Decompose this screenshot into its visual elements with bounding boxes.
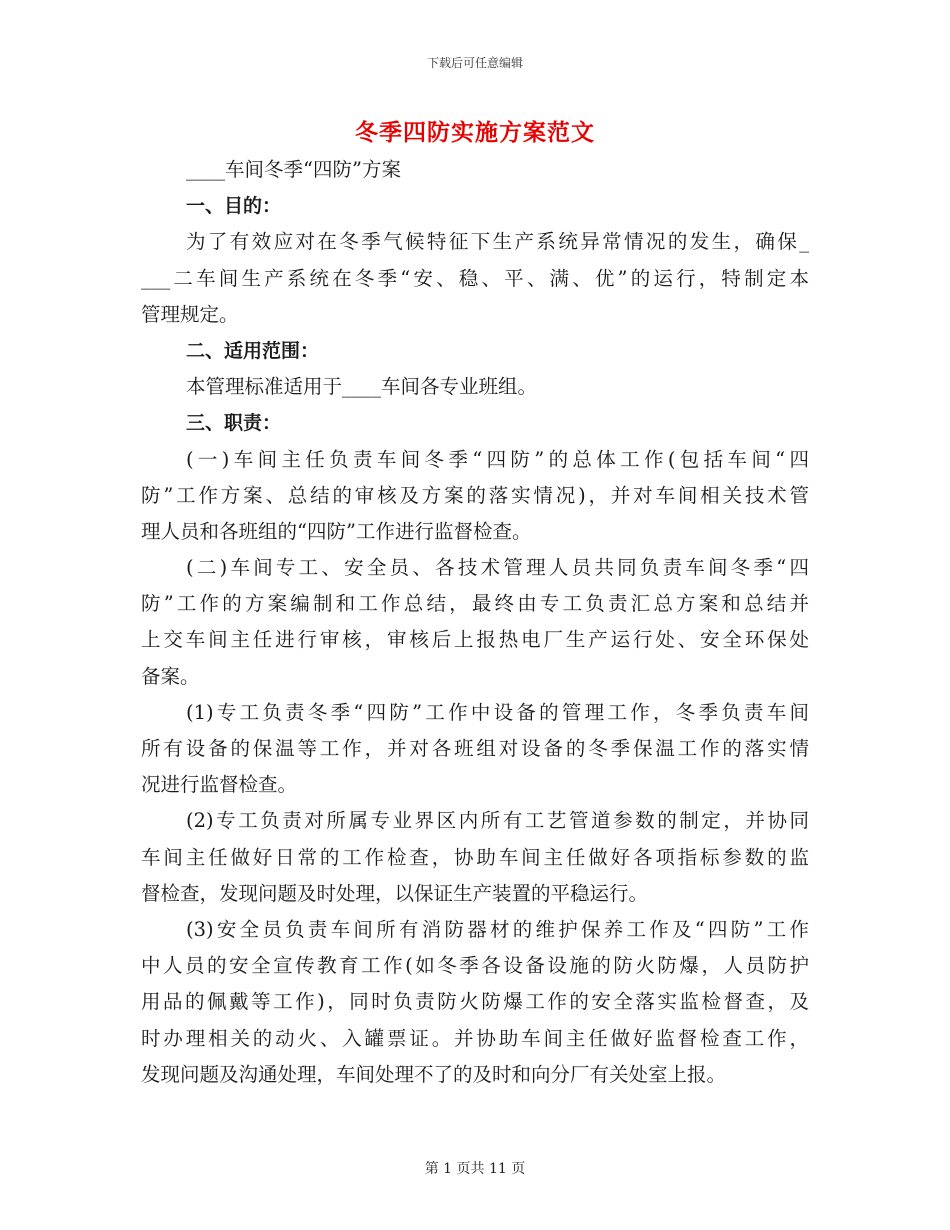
section-heading: 二、适用范围： bbox=[186, 339, 320, 362]
document-body bbox=[141, 152, 809, 1093]
paragraph-line: 车间主任做好日常的工作检查，协助车间主任做好各项指标参数的监 bbox=[141, 845, 809, 869]
paragraph-line: 理人员和各班组的“四防”工作进行监督检查。 bbox=[141, 519, 532, 543]
paragraph-line: 防”工作的方案编制和工作总结，最终由专工负责汇总方案和总结并 bbox=[141, 592, 809, 616]
paragraph-line: 备案。 bbox=[141, 664, 200, 688]
paragraph-line: 管理规定。 bbox=[141, 302, 239, 326]
document-title: 冬季四防实施方案范文 bbox=[355, 120, 595, 146]
paragraph-line: 督检查，发现问题及时处理，以保证生产装置的平稳运行。 bbox=[141, 881, 649, 905]
paragraph-line: (一)车间主任负责车间冬季“四防”的总体工作(包括车间“四 bbox=[186, 447, 809, 471]
paragraph-line: 发现问题及沟通处理，车间处理不了的及时和向分厂有关处室上报。 bbox=[141, 1062, 727, 1086]
section-heading: 三、职责： bbox=[186, 412, 282, 435]
paragraph-line: 为了有效应对在冬季气候特征下生产系统异常情况的发生，确保_ bbox=[186, 230, 809, 254]
paragraph-line: 中人员的安全宣传教育工作(如冬季各设备设施的防火防爆，人员防护 bbox=[141, 954, 809, 978]
paragraph-line: ___二车间生产系统在冬季“安、稳、平、满、优”的运行，特制定本 bbox=[141, 266, 809, 290]
paragraph-line: (3)安全员负责车间所有消防器材的维护保养工作及“四防”工作 bbox=[186, 917, 809, 941]
paragraph-line: 防”工作方案、总结的审核及方案的落实情况)，并对车间相关技术管 bbox=[141, 483, 809, 507]
paragraph-line: 时办理相关的动火、入罐票证。并协助车间主任做好监督检查工作， bbox=[141, 1026, 809, 1050]
paragraph-line: 本管理标准适用于____车间各专业班组。 bbox=[186, 375, 538, 399]
paragraph-line: (2)专工负责对所属专业界区内所有工艺管道参数的制定，并协同 bbox=[186, 809, 809, 833]
paragraph-line: 用品的佩戴等工作)，同时负责防火防爆工作的安全落实监检督查，及 bbox=[141, 990, 809, 1014]
section-heading: 一、目的： bbox=[186, 195, 282, 218]
paragraph-line: 况进行监督检查。 bbox=[141, 773, 298, 797]
paragraph-line: (二)车间专工、安全员、各技术管理人员共同负责车间冬季“四 bbox=[186, 556, 809, 580]
paragraph-line: 上交车间主任进行审核，审核后上报热电厂生产运行处、安全环保处 bbox=[141, 628, 809, 652]
paragraph-line: 所有设备的保温等工作，并对各班组对设备的冬季保温工作的落实情 bbox=[141, 737, 809, 760]
paragraph-line: (1)专工负责冬季“四防”工作中设备的管理工作，冬季负责车间 bbox=[186, 700, 809, 724]
header-note: 下载后可任意编辑 bbox=[426, 56, 523, 70]
subtitle-line: ____车间冬季“四防”方案 bbox=[186, 158, 401, 181]
page-footer: 第 1 页共 11 页 bbox=[424, 1161, 526, 1177]
